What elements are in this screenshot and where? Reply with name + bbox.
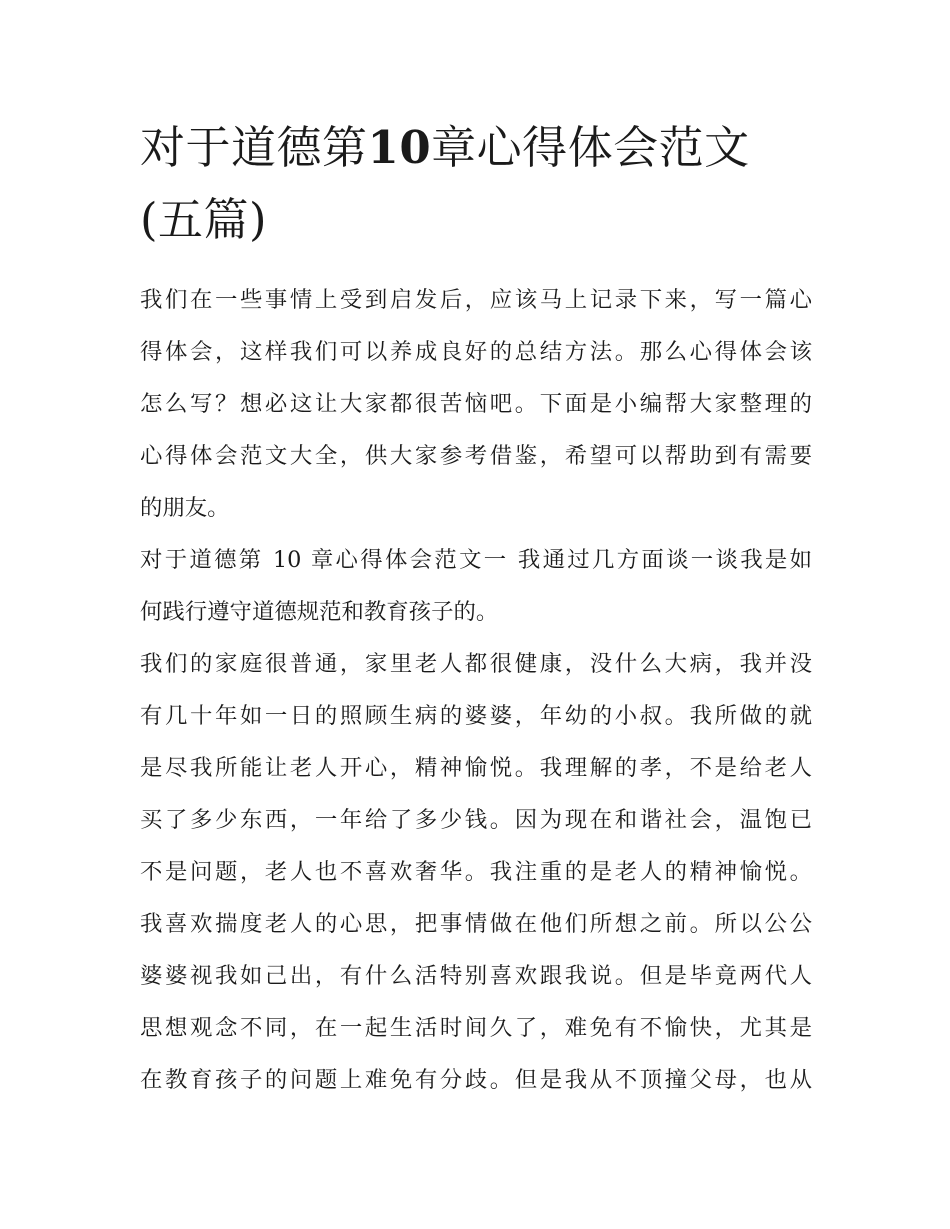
paragraph-line: 对于道德第 10 章心得体会范文一 我通过几方面谈一谈我是如: [140, 547, 812, 573]
paragraph-line: 我喜欢揣度老人的心思，把事情做在他们所想之前。所以公公: [140, 911, 812, 937]
paragraph-line: 得体会，这样我们可以养成良好的总结方法。那么心得体会该: [140, 339, 812, 365]
paragraph-essay-one-heading: [140, 534, 812, 638]
title-text-part1: 对于道德第: [140, 121, 368, 174]
paragraph-line: 买了多少东西，一年给了多少钱。因为现在和谐社会，温饱已: [140, 807, 812, 833]
paragraph-line: 何践行遵守道德规范和教育孩子的。: [140, 599, 499, 625]
paragraph-line: 在教育孩子的问题上难免有分歧。但是我从不顶撞父母，也从: [140, 1067, 812, 1093]
paragraph-line: 有几十年如一日的照顾生病的婆婆，年幼的小叔。我所做的就: [140, 703, 812, 729]
paragraph-line: 我们在一些事情上受到启发后，应该马上记录下来，写一篇心: [140, 287, 812, 313]
paragraph-line: 的朋友。: [140, 495, 230, 521]
paragraph-intro: [140, 274, 812, 534]
paragraph-line: 我们的家庭很普通，家里老人都很健康，没什么大病，我并没: [140, 651, 812, 677]
paragraph-family: [140, 638, 812, 1106]
paragraph-line: 不是问题，老人也不喜欢奢华。我注重的是老人的精神愉悦。: [140, 859, 812, 885]
document-title: [140, 112, 812, 256]
paragraph-line: 思想观念不同，在一起生活时间久了，难免有不愉快，尤其是: [140, 1015, 812, 1041]
title-chapter-number: 10: [367, 121, 432, 174]
title-text-part2: 章心得体会范文: [431, 121, 750, 174]
title-text-line2: (五篇): [140, 193, 268, 246]
paragraph-line: 心得体会范文大全，供大家参考借鉴，希望可以帮助到有需要: [140, 443, 812, 469]
paragraph-line: 是尽我所能让老人开心，精神愉悦。我理解的孝，不是给老人: [140, 755, 812, 781]
paragraph-line: 怎么写？想必这让大家都很苦恼吧。下面是小编帮大家整理的: [140, 391, 812, 417]
paragraph-line: 婆婆视我如己出，有什么活特别喜欢跟我说。但是毕竟两代人: [140, 963, 812, 989]
document-page: [140, 112, 812, 1106]
